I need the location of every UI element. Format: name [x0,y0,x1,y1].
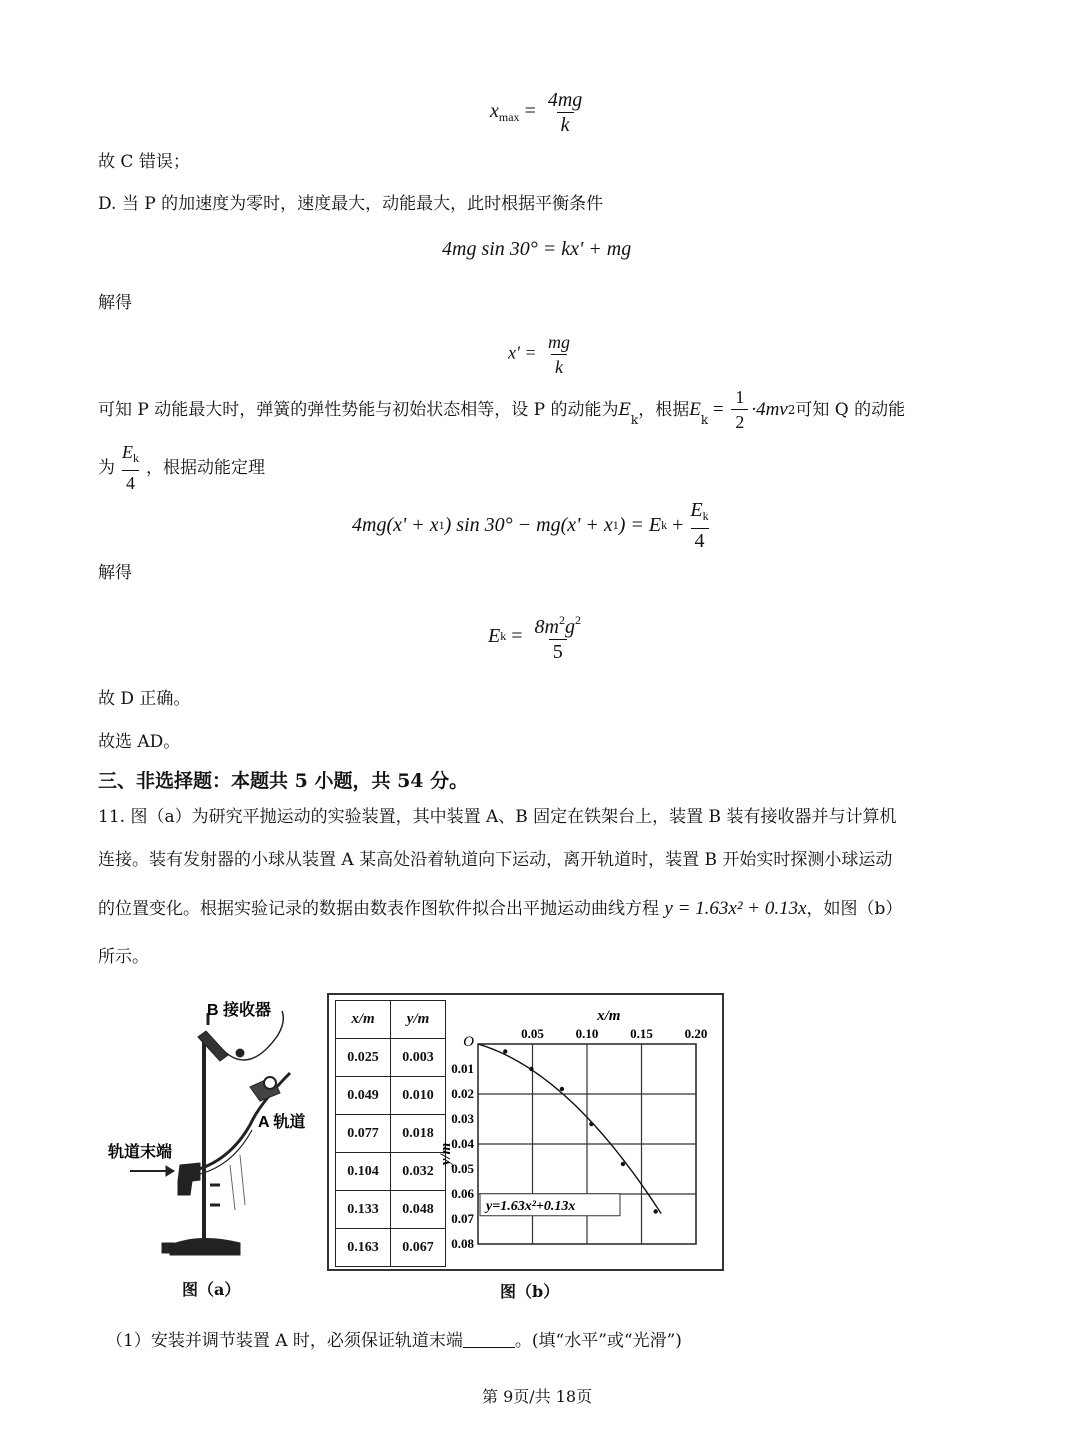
formula-ek: E k = $\frac{8m^2g^2}{5}$ [488,613,581,663]
line-c-wrong: 故 C 错误； [98,152,190,172]
formula-theorem: 4mg(x' + x 1 ) sin 30° − mg(x' + x 1 ) = E k + $\frac{E_k}{4}$ [352,499,709,552]
table-cell: 0.104 [336,1153,391,1191]
table-cell: 0.025 [336,1039,391,1077]
line-solve-2: 解得 [98,563,132,583]
data-point [503,1049,507,1053]
y-tick-label: 0.07 [451,1211,474,1226]
caption-fig-a: 图（a） [182,1280,241,1299]
table-header-x: x/m [336,1001,391,1039]
x-axis-label: x/m [597,1008,621,1024]
y-tick-label: 0.03 [451,1111,474,1126]
x-tick-label: 0.15 [630,1026,653,1041]
x-tick-label: 0.20 [684,1026,708,1041]
q11-line-2: 连接。装有发射器的小球从装置 A 某高处沿着轨道向下运动，离开轨道时，装置 B 开始实时探测小球运动 [98,850,893,870]
line-choose: 故选 AD。 [98,732,181,752]
trajectory-chart [440,1000,715,1262]
table-cell: 0.163 [336,1229,391,1267]
x-tick-label: 0.05 [521,1026,544,1041]
data-point [560,1087,564,1091]
table-cell: 0.048 [391,1191,446,1229]
y-tick-label: 0.08 [451,1236,474,1251]
line-solve-1: 解得 [98,293,132,313]
fit-curve [478,1044,661,1214]
line-d-correct: 故 D 正确。 [98,689,191,709]
table-cell: 0.010 [391,1077,446,1115]
figure-a-apparatus [100,995,320,1265]
answer-blank[interactable] [463,1329,515,1348]
y-axis-label: y/m [438,1142,454,1166]
q11-line-4: 所示。 [98,947,149,967]
data-point [621,1162,625,1166]
q11-sub-1: （1）安装并调节装置 A 时，必须保证轨道末端 。(填“水平”或“光滑”) [106,1331,682,1351]
formula-xprime: x' = $\frac{mg}{k}$ [508,332,570,377]
section-heading: 三、非选择题：本题共 5 小题，共 54 分。 [98,770,469,792]
line-ek: 可知 P 动能最大时，弹簧的弹性势能与初始状态相等，设 P 的动能为 E k ，根据 E k = $\frac{1}{2}$ ·4mv 2 可知 Q 的动能 [98,387,906,432]
line-d-intro: D. 当 P 的加速度为零时，速度最大，动能最大，此时根据平衡条件 [98,194,604,214]
x-tick-label: 0.10 [575,1026,599,1041]
label-a-track: A 轨道 [258,1114,306,1131]
table-cell: 0.018 [391,1115,446,1153]
data-table-wrap [335,1000,446,1267]
stand-base [170,1238,240,1255]
line-wei: 为 $\frac{E_k}{4}$ ，根据动能定理 [98,442,265,493]
y-tick-label: 0.02 [451,1086,474,1101]
table-header-y: y/m [391,1001,446,1039]
y-tick-label: 0.04 [451,1136,474,1151]
y-tick-label: 0.06 [451,1186,474,1201]
table-cell: 0.032 [391,1153,446,1191]
table-cell: 0.133 [336,1191,391,1229]
formula-xmax: $x_{max}$ = $\frac{4mg}{k}$ [490,89,583,136]
table-cell: 0.049 [336,1077,391,1115]
page-footer: 第 9页/共 18页 [482,1387,593,1406]
y-tick-label: 0.01 [451,1061,474,1076]
track-end-clamp [178,1163,200,1195]
q11-line-1: 11. 图（a）为研究平抛运动的实验装置，其中装置 A、B 固定在铁架台上，装置 B 装有接收器并与计算机 [98,807,897,827]
data-point [529,1067,533,1071]
q11-line-3: 的位置变化。根据实验记录的数据由数表作图软件拟合出平抛运动曲线方程 y = 1.63x² + 0.13x，如图（b） [98,898,903,919]
formula-balance: 4mg sin 30° = kx' + mg [442,238,632,260]
label-track-end: 轨道末端 [108,1144,173,1161]
label-b-receiver: B 接收器 [207,1002,272,1019]
data-table [335,1000,446,1267]
y-tick-label: 0.05 [451,1161,474,1176]
fit-label: y=1.63x²+0.13x [486,1198,576,1214]
caption-fig-b: 图（b） [500,1282,560,1301]
table-cell: 0.077 [336,1115,391,1153]
data-point [653,1209,657,1213]
table-cell: 0.003 [391,1039,446,1077]
origin-label: O [463,1034,474,1050]
data-point [589,1122,593,1126]
table-cell: 0.067 [391,1229,446,1267]
